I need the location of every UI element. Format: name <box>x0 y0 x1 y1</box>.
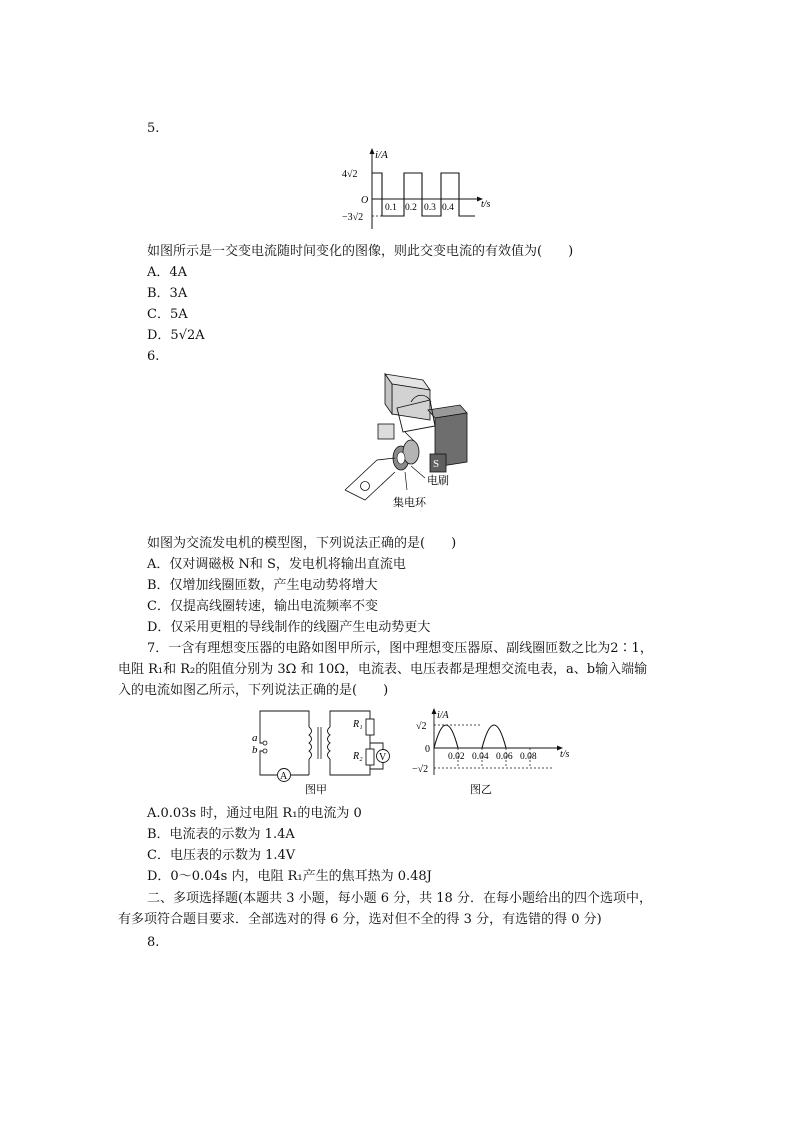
q7-circuit-figure <box>245 705 395 797</box>
brush-pointer <box>411 466 425 478</box>
circuit-wire <box>345 458 395 490</box>
r2-label: R₂ <box>353 751 363 762</box>
x-tick-label: 0.06 <box>496 752 513 762</box>
y-tick-label: 4√2 <box>342 169 358 180</box>
x-tick-label: 0.04 <box>472 752 489 762</box>
section2-heading-line2: 有多项符合题目要求．全部选对的得 6 分，选对但不全的得 3 分，有选错的得 0 分) <box>118 912 602 927</box>
x-axis-label: t/s <box>560 749 570 760</box>
origin-label: O <box>361 195 369 206</box>
q5-option-c: C．5A <box>147 307 188 322</box>
y-axis-arrow <box>370 148 375 154</box>
x-axis-label: t/s <box>481 199 490 210</box>
secondary-coil <box>328 727 331 759</box>
q7-option-a: A.0.03s 时，通过电阻 R₁的电流为 0 <box>147 806 362 821</box>
ammeter-label: A <box>280 771 288 782</box>
half-wave-pulse <box>434 725 458 748</box>
slip-ring-hole <box>397 452 405 464</box>
q5-current-graph <box>340 145 490 233</box>
primary-wire <box>260 751 277 775</box>
q5-stem: 如图所示是一交变电流随时间变化的图像，则此交变电流的有效值为( ) <box>147 244 574 259</box>
brush-label: 电刷 <box>427 475 449 487</box>
terminal-b <box>263 749 267 753</box>
terminal-a <box>263 741 267 745</box>
resistor-r1 <box>366 719 374 735</box>
primary-wire <box>260 711 309 743</box>
secondary-wire <box>330 759 370 775</box>
y-tick-label: √2 <box>416 721 427 732</box>
q7-option-c: C．电压表的示数为 1.4V <box>147 848 296 863</box>
r1-label: R₁ <box>353 719 363 730</box>
figure-b-caption: 图乙 <box>470 784 492 796</box>
y-axis-arrow <box>432 708 437 714</box>
circuit-wire <box>345 472 395 500</box>
terminal-a-label: a <box>252 732 258 744</box>
ring-label: 集电环 <box>393 497 426 509</box>
q6-number: 6. <box>147 349 160 364</box>
q5-option-b: B．3A <box>147 286 188 301</box>
half-wave-pulse <box>482 725 506 748</box>
q6-option-d: D．仅采用更粗的导线制作的线圈产生电动势更大 <box>147 620 431 635</box>
x-tick-label: 0.4 <box>442 203 454 213</box>
x-tick-label: 0.02 <box>448 752 465 762</box>
x-tick-label: 0.1 <box>385 203 397 213</box>
n-pole-end <box>378 424 394 439</box>
q6-option-b: B．仅增加线圈匝数，产生电动势将增大 <box>147 578 378 593</box>
q6-option-c: C．仅提高线圈转速，输出电流频率不变 <box>147 599 378 614</box>
q8-number: 8. <box>147 935 160 950</box>
voltmeter-wire <box>370 743 383 749</box>
y-tick-label: −3√2 <box>342 212 364 223</box>
q7-current-graph <box>412 705 572 797</box>
resistor-r2 <box>366 749 374 765</box>
x-tick-label: 0.2 <box>405 203 417 213</box>
q7-option-d: D．0～0.04s 内，电阻 R₁产生的焦耳热为 0.48J <box>147 869 432 884</box>
section2-heading-line1: 二、多项选择题(本题共 3 小题，每小题 6 分，共 18 分．在每小题给出的四个选项中， <box>147 891 652 906</box>
q7-stem-line2: 电阻 R₁和 R₂的阻值分别为 3Ω 和 10Ω，电流表、电压表都是理想交流电表，a、b输入端输 <box>118 662 648 677</box>
terminal-b-label: b <box>252 744 258 756</box>
figure-a-caption: 图甲 <box>305 784 327 796</box>
y-axis-label: i/A <box>437 710 449 721</box>
q7-stem-line1: 7．一含有理想变压器的电路如图甲所示，图中理想变压器原、副线圈匝数之比为2∶1， <box>147 641 653 656</box>
x-tick-label: 0.08 <box>520 752 537 762</box>
lamp-icon <box>361 482 370 491</box>
q5-number: 5. <box>147 121 160 136</box>
q6-stem: 如图为交流发电机的模型图，下列说法正确的是( ) <box>147 536 457 551</box>
q7-stem-line3: 入的电流如图乙所示，下列说法正确的是( ) <box>118 683 389 698</box>
q6-option-a: A．仅对调磁极 N和 S，发电机将输出直流电 <box>147 557 406 572</box>
origin-label: 0 <box>425 744 430 755</box>
s-pole-label: S <box>433 458 440 470</box>
ring-pointer <box>405 472 407 490</box>
slip-ring <box>403 440 419 464</box>
q5-option-d: D．5√2A <box>147 328 205 343</box>
voltmeter-label: V <box>379 752 387 763</box>
q5-option-a: A．4A <box>147 265 188 280</box>
x-tick-label: 0.3 <box>424 203 436 213</box>
q7-option-b: B．电流表的示数为 1.4A <box>147 827 295 842</box>
secondary-wire <box>330 711 370 727</box>
y-axis-label: i/A <box>375 149 388 161</box>
primary-coil <box>309 727 312 759</box>
q6-generator-figure <box>335 372 475 512</box>
y-tick-label: −√2 <box>412 764 429 775</box>
